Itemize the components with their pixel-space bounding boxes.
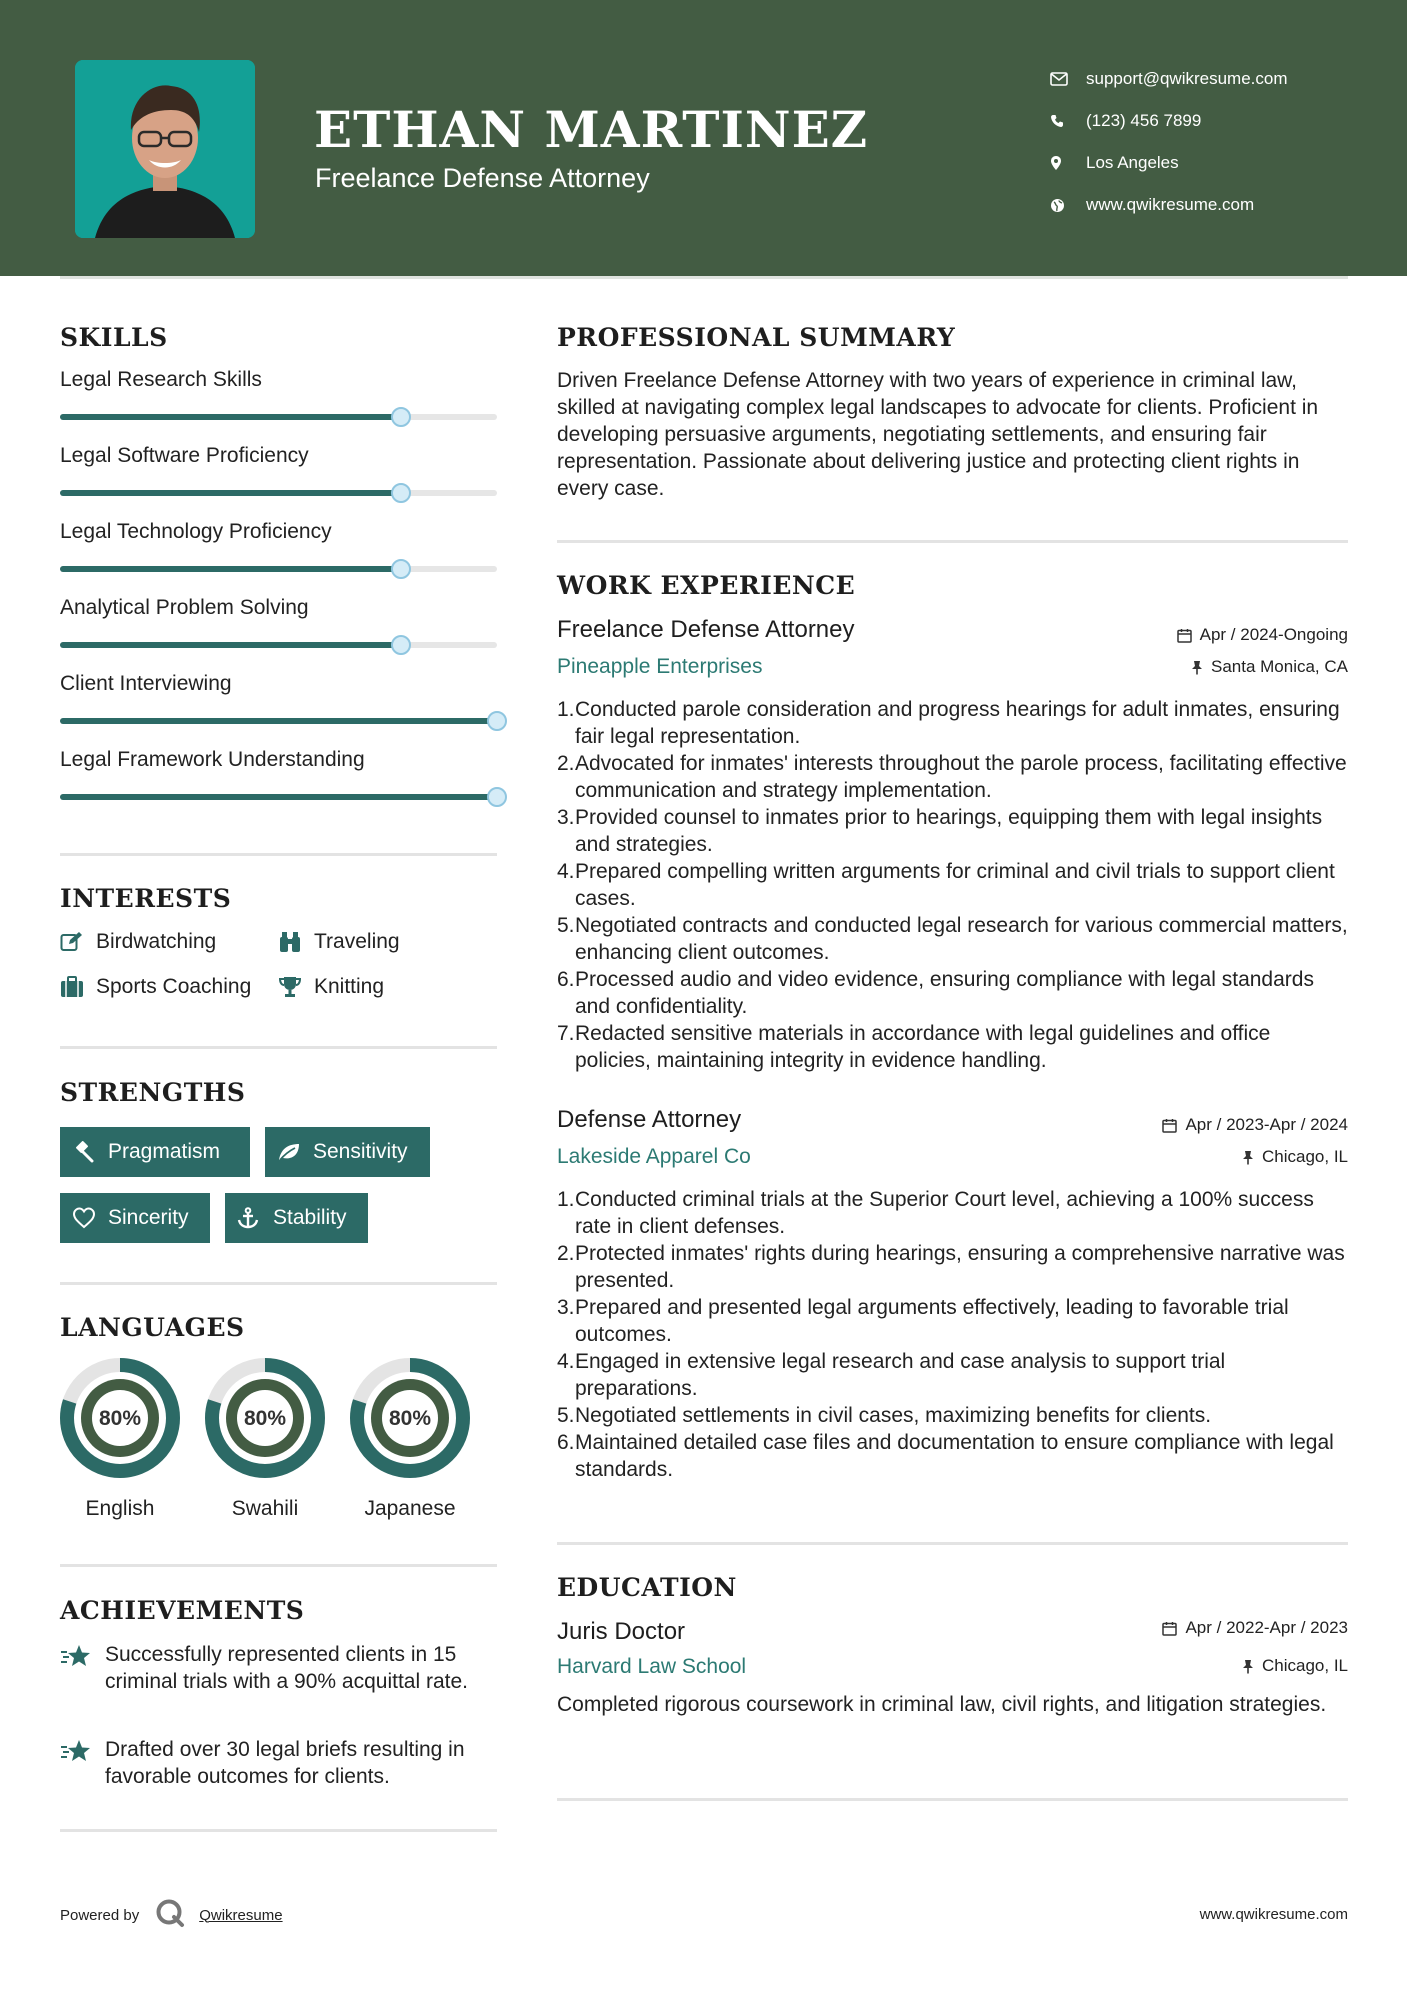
- strength-label: Stability: [273, 1206, 347, 1229]
- contact-location: [1050, 142, 1288, 184]
- star-icon: [60, 1736, 105, 1790]
- skill-bar: [60, 642, 497, 648]
- education-location: [1242, 1656, 1348, 1676]
- skill-name: Analytical Problem Solving: [60, 596, 309, 619]
- skill-name: Legal Framework Understanding: [60, 748, 365, 771]
- skill-bar-fill: [60, 794, 497, 800]
- summary-text: Driven Freelance Defense Attorney with two years of experience in criminal law, skilled at navigating complex legal landscapes to advocate for clients. Proficient in developing persuasive arguments, negotiating settlements, and ensuring fair representation. Passionate about delivering justice and protecting client rights in every case.: [557, 369, 1319, 500]
- language-name: Japanese: [364, 1497, 456, 1520]
- contact-website[interactable]: [1050, 184, 1288, 226]
- job-bullet: 4. Prepared compelling written arguments for criminal and civil trials to support client cases.: [557, 860, 1335, 910]
- job-location-text: Chicago, IL: [1262, 1147, 1348, 1166]
- job-bullet: 7. Redacted sensitive materials in accordance with legal guidelines and office policies, maintaining integrity in evidence handling.: [557, 1022, 1271, 1072]
- resume-header: [0, 0, 1407, 276]
- achievement-item: [60, 1641, 500, 1695]
- pushpin-icon: [1242, 1659, 1254, 1674]
- language-percent: 80%: [98, 1407, 142, 1430]
- skill-item: [60, 596, 500, 620]
- skill-name: Legal Technology Proficiency: [60, 520, 332, 543]
- strength-chip: [265, 1127, 430, 1177]
- skill-bar-knob: [391, 407, 411, 427]
- language-item: [203, 1357, 327, 1521]
- binoculars-icon: [278, 931, 314, 953]
- skill-bar-fill: [60, 566, 401, 572]
- skill-bar-fill: [60, 642, 401, 648]
- contact-phone[interactable]: [1050, 100, 1288, 142]
- skill-item: [60, 368, 500, 392]
- section-divider: [60, 853, 497, 856]
- degree-title: Juris Doctor: [557, 1618, 686, 1645]
- pushpin-icon: [1242, 1150, 1254, 1165]
- pushpin-icon: [1191, 660, 1203, 675]
- skill-bar-knob: [391, 559, 411, 579]
- job-location: [1191, 657, 1348, 677]
- skill-bar-fill: [60, 490, 401, 496]
- job-location: [1242, 1147, 1348, 1167]
- map-pin-icon: [1050, 155, 1086, 171]
- contact-email[interactable]: [1050, 58, 1288, 100]
- strength-chip: [60, 1193, 210, 1243]
- skill-name: Legal Software Proficiency: [60, 444, 309, 467]
- section-divider: [60, 1282, 497, 1285]
- profile-photo: [75, 60, 255, 238]
- strength-label: Pragmatism: [108, 1140, 221, 1163]
- language-item: [348, 1357, 472, 1521]
- skill-bar-knob: [391, 635, 411, 655]
- trophy-icon: [278, 976, 314, 998]
- section-divider: [557, 540, 1348, 543]
- job-company: Pineapple Enterprises: [557, 655, 763, 678]
- contact-list: [1050, 58, 1288, 226]
- calendar-icon: [1177, 628, 1192, 643]
- achievement-text: Successfully represented clients in 15 criminal trials with a 90% acquittal rate.: [105, 1643, 468, 1693]
- job-dates-text: Apr / 2024-Ongoing: [1199, 625, 1348, 644]
- star-icon: [60, 1641, 105, 1695]
- language-item: [58, 1357, 182, 1521]
- globe-icon: [1050, 198, 1086, 213]
- achievement-item: [60, 1736, 500, 1790]
- job-bullet: 4. Engaged in extensive legal research and case analysis to support trial preparations.: [557, 1350, 1226, 1400]
- contact-email-text: support@qwikresume.com: [1086, 69, 1288, 88]
- education-heading: EDUCATION: [557, 1573, 737, 1602]
- profile-photo-illustration: [75, 60, 255, 238]
- skill-bar-knob: [487, 711, 507, 731]
- job-bullet: 2. Advocated for inmates' interests throughout the parole process, facilitating effective communication and strategy implementation.: [557, 752, 1347, 802]
- job-bullets: [557, 696, 1352, 1074]
- calendar-icon: [1162, 1118, 1177, 1133]
- education-description: Completed rigorous coursework in criminal law, civil rights, and litigation strategies.: [557, 1693, 1327, 1716]
- strength-chip: [60, 1127, 250, 1177]
- section-divider: [557, 1542, 1348, 1545]
- job-bullet: 3. Prepared and presented legal arguments effectively, leading to favorable trial outcomes.: [557, 1296, 1289, 1346]
- gavel-icon: [72, 1141, 108, 1163]
- job-title: Freelance Defense Attorney: [557, 616, 855, 643]
- language-name: English: [85, 1497, 155, 1520]
- interests-heading: INTERESTS: [60, 884, 232, 913]
- language-ring: [349, 1357, 471, 1479]
- contact-phone-text: (123) 456 7899: [1086, 111, 1202, 130]
- section-divider: [60, 1046, 497, 1049]
- job-bullet: 3. Provided counsel to inmates prior to hearings, equipping them with legal insights and strategies.: [557, 806, 1323, 856]
- interest-label: Knitting: [314, 975, 385, 998]
- languages-heading: LANGUAGES: [60, 1313, 245, 1342]
- skill-bar: [60, 490, 497, 496]
- interest-item: [278, 930, 400, 954]
- calendar-icon: [1162, 1621, 1177, 1636]
- language-percent: 80%: [388, 1407, 432, 1430]
- qwikresume-logo-icon: [155, 1898, 185, 1932]
- job-bullet: 5. Negotiated contracts and conducted legal research for various commercial matters, enhancing client outcomes.: [557, 914, 1348, 964]
- education-dates: [1162, 1618, 1348, 1638]
- achievements-heading: ACHIEVEMENTS: [60, 1596, 305, 1625]
- interest-item: [60, 930, 216, 954]
- candidate-title: Freelance Defense Attorney: [315, 163, 650, 193]
- footer-powered-by: [60, 1898, 283, 1932]
- interest-label: Traveling: [314, 930, 400, 953]
- job-dates: [1177, 625, 1348, 645]
- strength-label: Sensitivity: [313, 1140, 408, 1163]
- strengths-heading: STRENGTHS: [60, 1078, 246, 1107]
- job-bullets: [557, 1186, 1352, 1483]
- job-bullet: 1. Conducted parole consideration and progress hearings for adult inmates, ensuring fair legal representation.: [557, 698, 1340, 748]
- qwikresume-link[interactable]: Qwikresume: [199, 1906, 283, 1924]
- education-location-text: Chicago, IL: [1262, 1656, 1348, 1675]
- leaf-icon: [277, 1142, 313, 1162]
- skill-bar: [60, 414, 497, 420]
- section-divider: [60, 1564, 497, 1567]
- heart-icon: [72, 1207, 108, 1229]
- candidate-name: ETHAN MARTINEZ: [314, 100, 869, 159]
- skills-heading: SKILLS: [60, 323, 168, 352]
- job-title: Defense Attorney: [557, 1106, 742, 1133]
- envelope-icon: [1050, 72, 1086, 86]
- job-bullet: 6. Maintained detailed case files and documentation to ensure compliance with legal standards.: [557, 1431, 1334, 1481]
- job-bullet: 2. Protected inmates' rights during hearings, ensuring a comprehensive narrative was presented.: [557, 1242, 1345, 1292]
- skill-name: Client Interviewing: [60, 672, 232, 695]
- powered-by-label: Powered by: [60, 1906, 140, 1924]
- job-location-text: Santa Monica, CA: [1210, 657, 1348, 676]
- experience-heading: WORK EXPERIENCE: [557, 571, 856, 600]
- skill-bar-knob: [391, 483, 411, 503]
- section-divider: [557, 1798, 1348, 1801]
- skill-bar: [60, 718, 497, 724]
- skill-bar-fill: [60, 414, 401, 420]
- summary-heading: PROFESSIONAL SUMMARY: [557, 323, 956, 352]
- job-dates: [1162, 1115, 1348, 1135]
- skill-bar: [60, 794, 497, 800]
- anchor-icon: [237, 1207, 273, 1229]
- skill-item: [60, 748, 500, 772]
- skill-bar-fill: [60, 718, 497, 724]
- skill-item: [60, 672, 500, 696]
- skill-bar: [60, 566, 497, 572]
- interest-label: Birdwatching: [96, 930, 217, 953]
- footer-website[interactable]: www.qwikresume.com: [1199, 1906, 1348, 1923]
- language-percent: 80%: [243, 1407, 287, 1430]
- interest-label: Sports Coaching: [96, 975, 252, 998]
- strength-chip: [225, 1193, 368, 1243]
- school-name: Harvard Law School: [557, 1655, 747, 1678]
- pencil-square-icon: [60, 931, 96, 953]
- skill-item: [60, 520, 500, 544]
- briefcase-icon: [60, 976, 96, 998]
- job-bullet: 6. Processed audio and video evidence, ensuring compliance with legal standards and confidentiality.: [557, 968, 1314, 1018]
- contact-location-text: Los Angeles: [1086, 153, 1179, 172]
- job-dates-text: Apr / 2023-Apr / 2024: [1185, 1115, 1348, 1134]
- interest-item: [60, 975, 251, 999]
- language-ring: [204, 1357, 326, 1479]
- language-name: Swahili: [231, 1497, 299, 1520]
- job-company: Lakeside Apparel Co: [557, 1145, 751, 1168]
- strength-label: Sincerity: [108, 1206, 189, 1229]
- phone-icon: [1050, 114, 1086, 128]
- skill-bar-knob: [487, 787, 507, 807]
- language-ring: [59, 1357, 181, 1479]
- job-bullet: 5. Negotiated settlements in civil cases, maximizing benefits for clients.: [557, 1404, 1212, 1427]
- achievement-text: Drafted over 30 legal briefs resulting in favorable outcomes for clients.: [105, 1738, 465, 1788]
- interest-item: [278, 975, 384, 999]
- job-bullet: 1. Conducted criminal trials at the Superior Court level, achieving a 100% success rate in client defenses.: [557, 1188, 1314, 1238]
- skill-item: [60, 444, 500, 468]
- header-divider: [60, 276, 1348, 279]
- skill-name: Legal Research Skills: [60, 368, 262, 391]
- education-dates-text: Apr / 2022-Apr / 2023: [1185, 1618, 1348, 1637]
- contact-website-text: www.qwikresume.com: [1086, 195, 1255, 214]
- section-divider: [60, 1829, 497, 1832]
